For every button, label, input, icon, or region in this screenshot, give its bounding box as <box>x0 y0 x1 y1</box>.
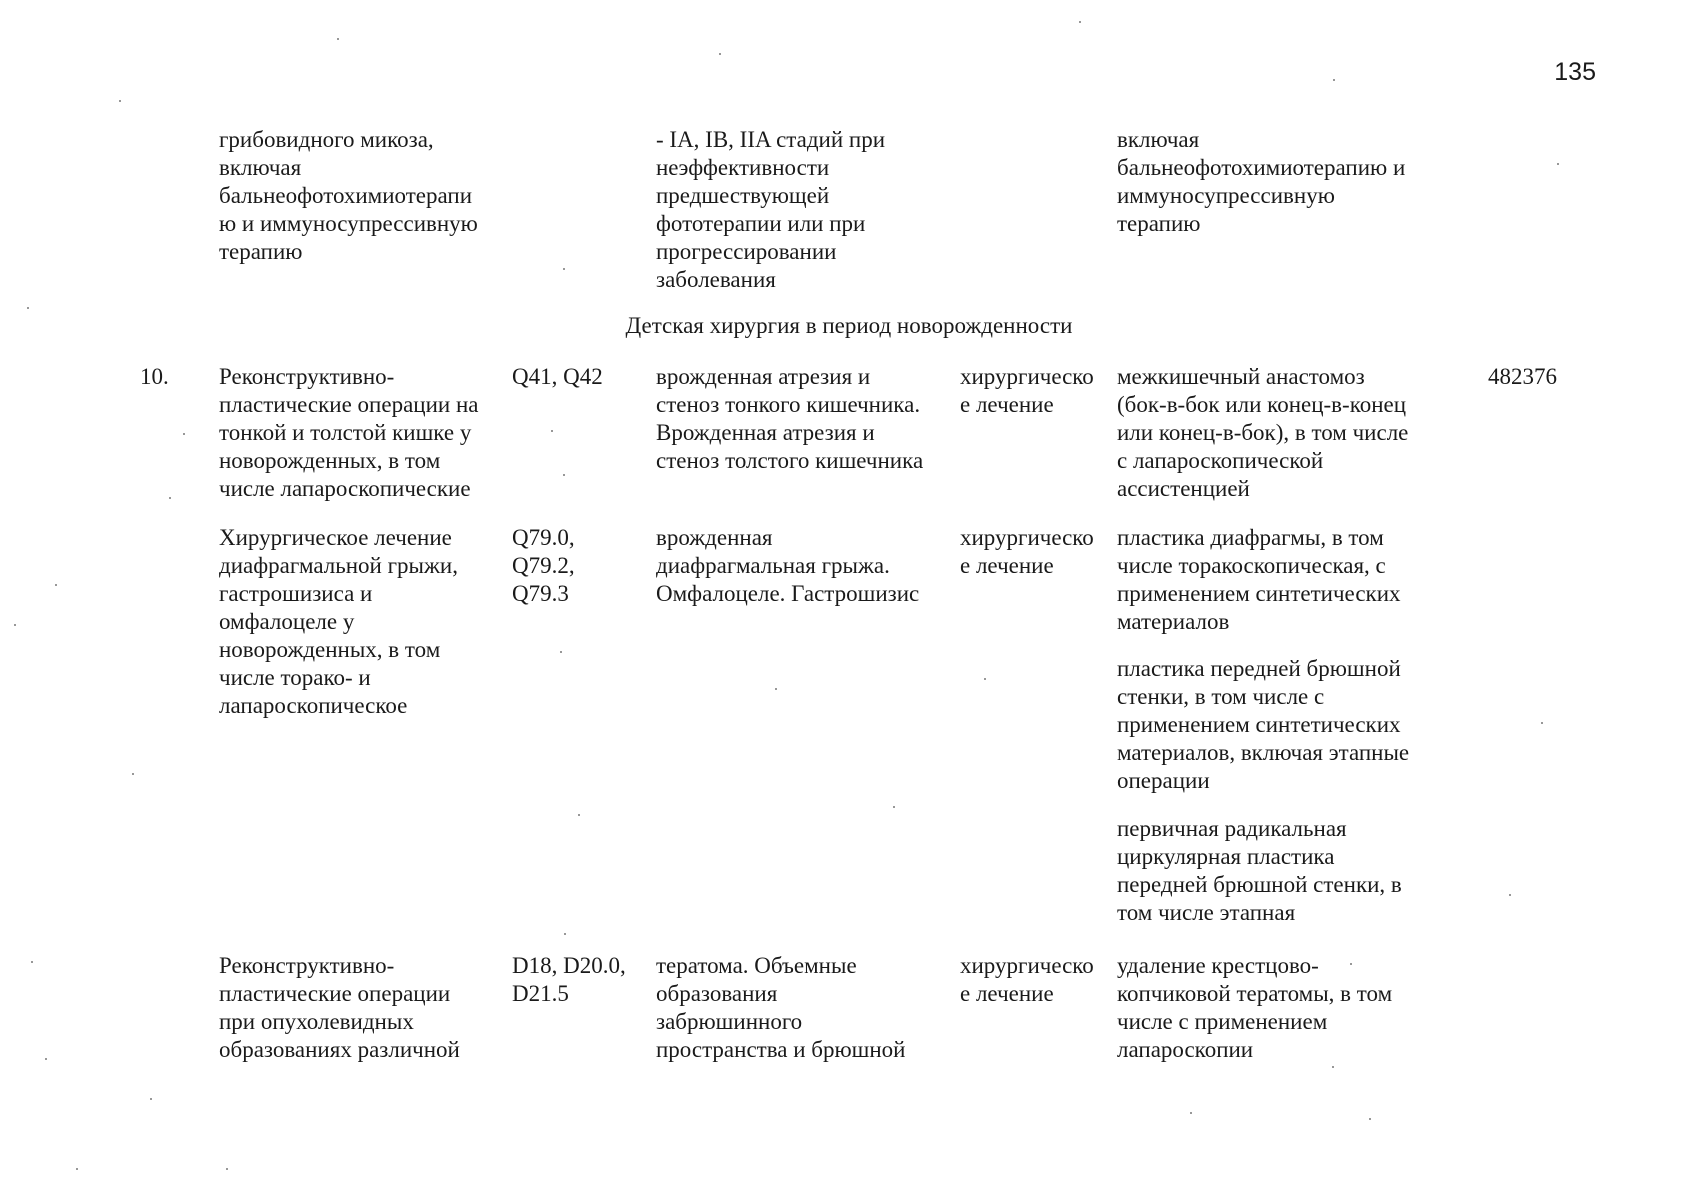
scan-speck <box>563 268 565 270</box>
scan-speck <box>719 53 721 55</box>
scan-speck <box>984 678 986 680</box>
scan-speck <box>150 1098 152 1100</box>
row-codes: Q41, Q42 <box>512 364 603 389</box>
scan-speck <box>1557 163 1559 165</box>
scan-speck <box>27 307 29 309</box>
scan-speck <box>337 38 339 40</box>
scan-speck <box>1509 894 1511 896</box>
row-diagnosis: тератома. Объемные образования забрюшинного пространства и брюшной <box>656 953 906 1062</box>
row-method: пластика диафрагмы, в том числе торакоскопическая, с применением синтетических материалов <box>1117 525 1401 634</box>
scan-speck <box>563 474 565 476</box>
scan-speck <box>775 688 777 690</box>
scan-speck <box>1332 1066 1334 1068</box>
row-cost: 482376 <box>1488 364 1557 389</box>
row-name: Хирургическое лечение диафрагмальной грыжи, гастрошизиса и омфалоцеле у новорожденных, в том числе торако- и лапароскопическое <box>219 525 458 718</box>
scan-speck <box>183 433 185 435</box>
row-method: пластика передней брюшной стенки, в том числе с применением синтетических материалов, включая этапные операции <box>1117 656 1410 793</box>
row-name: Реконструктивно- пластические операции на тонкой и толстой кишке у новорожденных, в том числе лапароскопические <box>219 364 479 501</box>
scan-speck <box>31 961 33 963</box>
carryover-method: включая бальнеофотохимиотерапию и иммуносупрессивную терапию <box>1117 127 1406 236</box>
row-codes: D18, D20.0, D21.5 <box>512 953 626 1006</box>
row-method: первичная радикальная циркулярная пластика передней брюшной стенки, в том числе этапная <box>1117 816 1402 925</box>
scan-speck <box>1079 21 1081 23</box>
scan-speck <box>119 100 121 102</box>
row-diagnosis: врожденная диафрагмальная грыжа. Омфалоцеле. Гастрошизис <box>656 525 920 606</box>
scan-speck <box>1369 1118 1371 1120</box>
scan-speck <box>169 497 171 499</box>
scan-speck <box>132 773 134 775</box>
row-method: удаление крестцово- копчиковой тератомы, в том числе с применением лапароскопии <box>1117 953 1393 1062</box>
scan-speck <box>578 814 580 816</box>
row-number: 10. <box>140 364 169 389</box>
page-number: 135 <box>1554 58 1596 86</box>
section-heading: Детская хирургия в период новорожденности <box>625 313 1073 338</box>
row-treatment-type: хирургическо е лечение <box>960 953 1094 1006</box>
scan-speck <box>45 1058 47 1060</box>
row-treatment-type: хирургическо е лечение <box>960 364 1094 417</box>
scan-speck <box>1333 79 1335 81</box>
row-method: межкишечный анастомоз (бок-в-бок или конец-в-конец или конец-в-бок), в том числе с лапароскопической ассистенцией <box>1117 364 1409 501</box>
scan-speck <box>1541 722 1543 724</box>
scan-speck <box>1190 1112 1192 1114</box>
carryover-name: грибовидного микоза, включая бальнеофотохимиотерапи ю и иммуносупрессивную терапию <box>219 127 478 264</box>
scan-speck <box>893 806 895 808</box>
scan-speck <box>551 430 553 432</box>
scan-speck <box>560 651 562 653</box>
scan-speck <box>76 1168 78 1170</box>
scan-speck <box>226 1168 228 1170</box>
row-name: Реконструктивно- пластические операции при опухолевидных образованиях различной <box>219 953 460 1062</box>
row-diagnosis: врожденная атрезия и стеноз тонкого кишечника. Врожденная атрезия и стеноз толстого кишечника <box>656 364 924 473</box>
row-treatment-type: хирургическо е лечение <box>960 525 1094 578</box>
carryover-diagnosis: - IA, IB, IIA стадий при неэффективности предшествующей фототерапии или при прогрессировании заболевания <box>656 127 886 292</box>
row-codes: Q79.0, Q79.2, Q79.3 <box>512 525 575 606</box>
scan-speck <box>1350 963 1352 965</box>
scan-speck <box>564 933 566 935</box>
scan-speck <box>55 584 57 586</box>
scan-speck <box>14 624 16 626</box>
